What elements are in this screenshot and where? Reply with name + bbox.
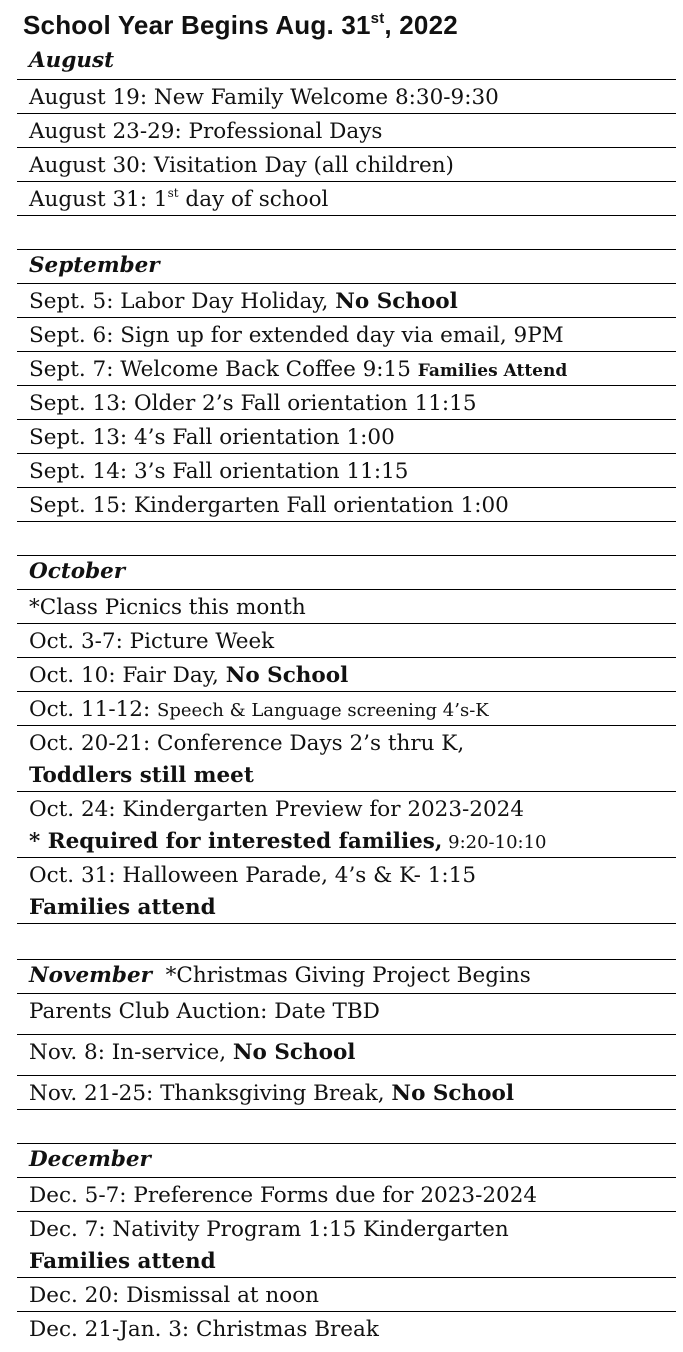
- spacer-row: [17, 216, 676, 250]
- month-heading-december: December: [17, 1144, 676, 1178]
- list-item: Sept. 15: Kindergarten Fall orientation 1:00: [17, 488, 676, 522]
- spacer-row: [17, 522, 676, 556]
- list-item: Oct. 3-7: Picture Week: [17, 624, 676, 658]
- month-heading-august: August: [17, 46, 676, 80]
- list-item: August 19: New Family Welcome 8:30-9:30: [17, 80, 676, 114]
- list-item: Sept. 6: Sign up for extended day via email, 9PM: [17, 318, 676, 352]
- page-title: School Year Begins Aug. 31st, 2022: [23, 10, 458, 40]
- list-item: Parents Club Auction: Date TBD: [17, 994, 676, 1035]
- month-heading-october: October: [17, 556, 676, 590]
- list-item: *Class Picnics this month: [17, 590, 676, 624]
- spacer-row: [17, 924, 676, 960]
- list-item: Oct. 24: Kindergarten Preview for 2023-2024 * Required for interested families, 9:20-10:10: [17, 792, 676, 858]
- list-item: Dec. 20: Dismissal at noon: [17, 1278, 676, 1312]
- list-item: Sept. 5: Labor Day Holiday, No School: [17, 284, 676, 318]
- list-item: Nov. 8: In-service, No School: [17, 1035, 676, 1076]
- month-heading-september: September: [17, 250, 676, 284]
- month-heading-november: November *Christmas Giving Project Begins: [17, 960, 676, 994]
- list-item: August 23-29: Professional Days: [17, 114, 676, 148]
- list-item: Oct. 20-21: Conference Days 2’s thru K, Toddlers still meet: [17, 726, 676, 792]
- list-item: Dec. 5-7: Preference Forms due for 2023-2024: [17, 1178, 676, 1212]
- spacer-row: [17, 1110, 676, 1144]
- list-item: August 31: 1st day of school: [17, 182, 676, 216]
- list-item: Sept. 14: 3’s Fall orientation 11:15: [17, 454, 676, 488]
- list-item: Sept. 13: Older 2’s Fall orientation 11:15: [17, 386, 676, 420]
- list-item: August 30: Visitation Day (all children): [17, 148, 676, 182]
- list-item: Dec. 7: Nativity Program 1:15 Kindergarten Families attend: [17, 1212, 676, 1278]
- list-item: Sept. 13: 4’s Fall orientation 1:00: [17, 420, 676, 454]
- list-item: Dec. 21-Jan. 3: Christmas Break: [29, 1317, 379, 1342]
- list-item: Oct. 11-12: Speech & Language screening 4’s-K: [17, 692, 676, 726]
- list-item: Nov. 21-25: Thanksgiving Break, No School: [17, 1076, 676, 1110]
- list-item: Oct. 31: Halloween Parade, 4’s & K- 1:15 Families attend: [17, 858, 676, 924]
- list-item: Oct. 10: Fair Day, No School: [17, 658, 676, 692]
- list-item: Sept. 7: Welcome Back Coffee 9:15 Families Attend: [17, 352, 676, 386]
